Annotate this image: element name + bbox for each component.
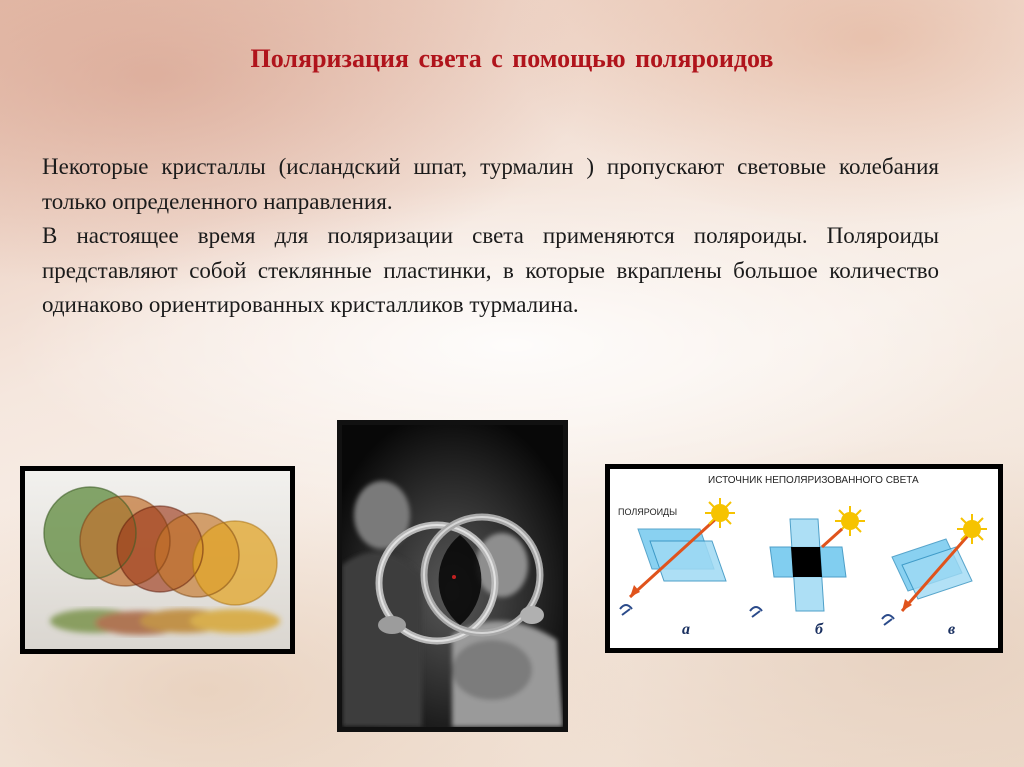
body-text: [42, 150, 939, 323]
polaroid-diagram: [605, 464, 1003, 653]
paragraph-2: В настоящее время для поляризации света применяются поляроиды. Поляроиды представляют собой стеклянные пластинки, в которые вкраплены большое количество одинаково ориентированных кристалликов турмалина.: [42, 223, 939, 317]
polarizing-filters-image: [20, 466, 295, 654]
panel-label-a: а: [682, 621, 690, 638]
diagram-caption: ИСТОЧНИК НЕПОЛЯРИЗОВАННОГО СВЕТА: [708, 475, 919, 486]
panel-label-b: б: [815, 621, 823, 638]
paragraph-1: Некоторые кристаллы (исландский шпат, турмалин ) пропускают световые колебания только определенного направления.: [42, 154, 939, 214]
polaroid-rings-photo: [337, 420, 568, 732]
panel-label-c: в: [948, 621, 956, 638]
slide-title: Поляризация света с помощью поляроидов: [250, 44, 774, 73]
polaroids-label: ПОЛЯРОИДЫ: [618, 507, 678, 517]
